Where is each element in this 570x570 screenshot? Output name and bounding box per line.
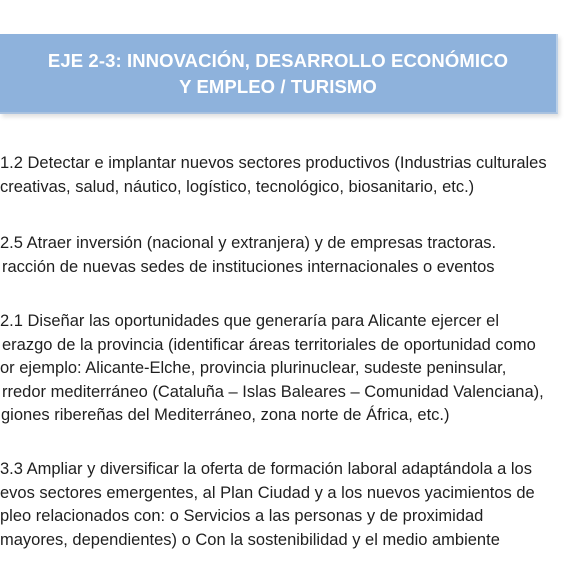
text-line: evos sectores emergentes, al Plan Ciudad y a los nuevos yacimientos de [0,483,535,502]
text-line: racción de nuevas sedes de instituciones internacionales o eventos [2,257,495,276]
text-line: 2.5 Atraer inversión (nacional y extranjera) y de empresas tractoras. [0,234,497,252]
text-line: 1.2 Detectar e implantar nuevos sectores productivos (Industrias culturales [0,154,547,172]
text-line: creativas, salud, náutico, logístico, tecnológico, biosanitario, etc.) [0,177,475,196]
text-line: 3.3 Ampliar y diversificar la oferta de formación laboral adaptándola a los [0,460,532,478]
text-line: erazgo de la provincia (identificar áreas territoriales de oportunidad como [2,335,536,354]
text-line: giones ribereñas del Mediterráneo, zona norte de África, etc.) [1,406,450,424]
text-line: rredor mediterráneo (Cataluña – Islas Baleares – Comunidad Valenciana), [2,382,544,401]
objective-1-2 [0,152,570,199]
page-title [0,48,556,100]
title-line-1: EJE 2-3: INNOVACIÓN, DESARROLLO ECONÓMICO [47,50,509,71]
text-line: mayores, dependientes) o Con la sostenibilidad y el medio ambiente [0,530,500,549]
text-line: 2.1 Diseñar las oportunidades que generaría para Alicante ejercer el [0,312,499,330]
text-line: pleo relacionados con: o Servicios a las personas y de proximidad [0,507,484,525]
objective-3-3 [0,458,570,552]
objective-2-1 [0,310,570,428]
text-line: or ejemplo: Alicante-Elche, provincia plurinuclear, sudeste peninsular, [0,359,507,377]
title-line-2: Y EMPLEO / TURISMO [179,76,377,97]
objective-2-5 [0,232,570,279]
